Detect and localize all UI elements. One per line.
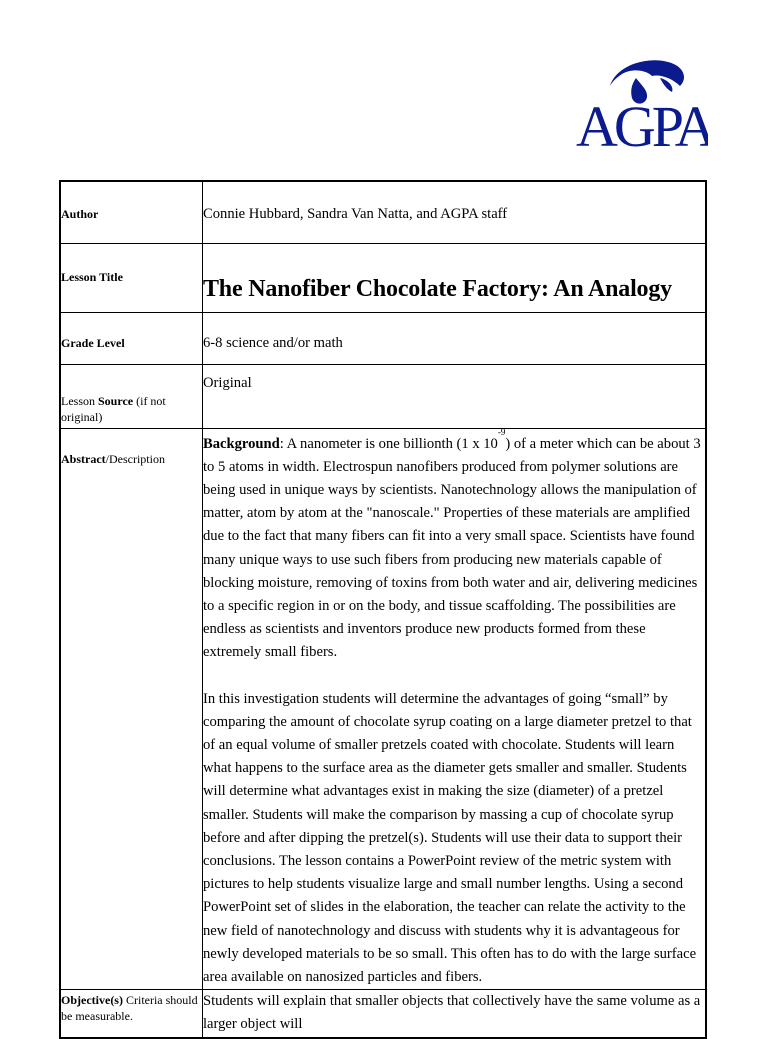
grade-level-label-cell <box>60 312 203 364</box>
objectives-value-cell <box>203 990 707 1038</box>
lesson-title-value: The Nanofiber Chocolate Factory: An Analogy <box>203 275 672 302</box>
lesson-title-label: Lesson Title <box>61 269 123 284</box>
lesson-source-value: Original <box>203 374 252 391</box>
abstract-value-cell <box>203 428 707 990</box>
exponent: -9 <box>497 426 506 437</box>
abstract-label <box>61 429 202 467</box>
author-label: Author <box>61 207 99 221</box>
row-abstract <box>60 428 706 990</box>
lesson-source-label <box>61 365 202 425</box>
objectives-label-bold: Objective(s) <box>61 993 123 1008</box>
logo-text: AGPA <box>576 94 708 152</box>
lesson-title-label-cell <box>60 243 203 312</box>
row-objectives <box>60 990 706 1038</box>
lesson-title-value-cell <box>203 243 707 312</box>
row-author <box>60 181 706 243</box>
lesson-source-label-cell <box>60 364 203 428</box>
background-paragraph <box>203 426 705 665</box>
abstract-label-bold: Abstract <box>61 451 106 466</box>
abstract-label-cell <box>60 428 203 990</box>
objectives-label-rest: Criteria should be measurable. <box>61 993 198 1024</box>
lesson-source-label-suffix: (if not original) <box>61 393 166 424</box>
agpa-logo <box>576 56 708 152</box>
grade-level-value-cell <box>203 312 707 364</box>
author-label-cell <box>60 181 203 243</box>
background-text-end: ) of a meter which can be about 3 to 5 atoms in width. Electrospun nanofibers produced from polymer solutions are being used in unique ways by scientists. Nanotechnology allows the manipulation of matter, atom by atom at the "nanoscale." Properties of these materials are amplified due to the fact that many fibers can fit into a very small space. Scientists have found many unique ways to use such fibers from producing new materials capable of blocking moisture, removing of toxins from both water and air, delivering medicines to a specific region in or on the body, and tissue scaffolding. The possibilities are endless as scientists and inventors produce new products formed from these extremely small fibers. <box>203 435 701 661</box>
lesson-table <box>59 180 707 1039</box>
abstract-body <box>203 426 705 990</box>
lesson-source-label-bold: Source <box>98 393 134 408</box>
row-grade-level <box>60 312 706 364</box>
lesson-source-label-prefix: Lesson <box>61 393 98 408</box>
investigation-paragraph: In this investigation students will determine the advantages of going “small” by comparing the amount of chocolate syrup coating on a large diameter pretzel to that of an equal volume of smaller pretzels coated with chocolate. Students will learn what happens to the surface area as the diameter gets smaller and smaller. Students will determine what advantages exist in making the size (diameter) of a pretzel smaller. Students will make the comparison by massing a cup of chocolate syrup before and after dipping the pretzel(s). Students will use their data to support their conclusions. The lesson contains a PowerPoint review of the metric system with pictures to help students visualize large and small number lengths. Using a second PowerPoint set of slides in the elaboration, the teacher can relate the activity to the new field of nanotechnology and discuss with students why it is advantageous for newly developed materials to be so small. This often has to do with the large surface area available on nanosized particles and fibers. <box>203 690 697 985</box>
row-lesson-title <box>60 243 706 312</box>
abstract-label-rest: /Description <box>105 451 165 466</box>
background-text-start: : A nanometer is one billionth (1 x 10 <box>279 435 498 452</box>
objectives-label <box>61 990 202 1024</box>
grade-level-value: 6-8 science and/or math <box>203 334 343 351</box>
background-label: Background <box>203 435 280 452</box>
author-value-cell <box>203 181 707 243</box>
objectives-label-cell <box>60 990 203 1038</box>
objectives-value: Students will explain that smaller objects that collectively have the same volume as a larger object will <box>203 993 701 1033</box>
row-lesson-source <box>60 364 706 428</box>
agpa-logo-graphic <box>576 56 708 152</box>
lesson-source-value-cell <box>203 364 707 428</box>
grade-level-label: Grade Level <box>61 335 125 350</box>
author-value: Connie Hubbard, Sandra Van Natta, and AGPA staff <box>203 206 508 222</box>
